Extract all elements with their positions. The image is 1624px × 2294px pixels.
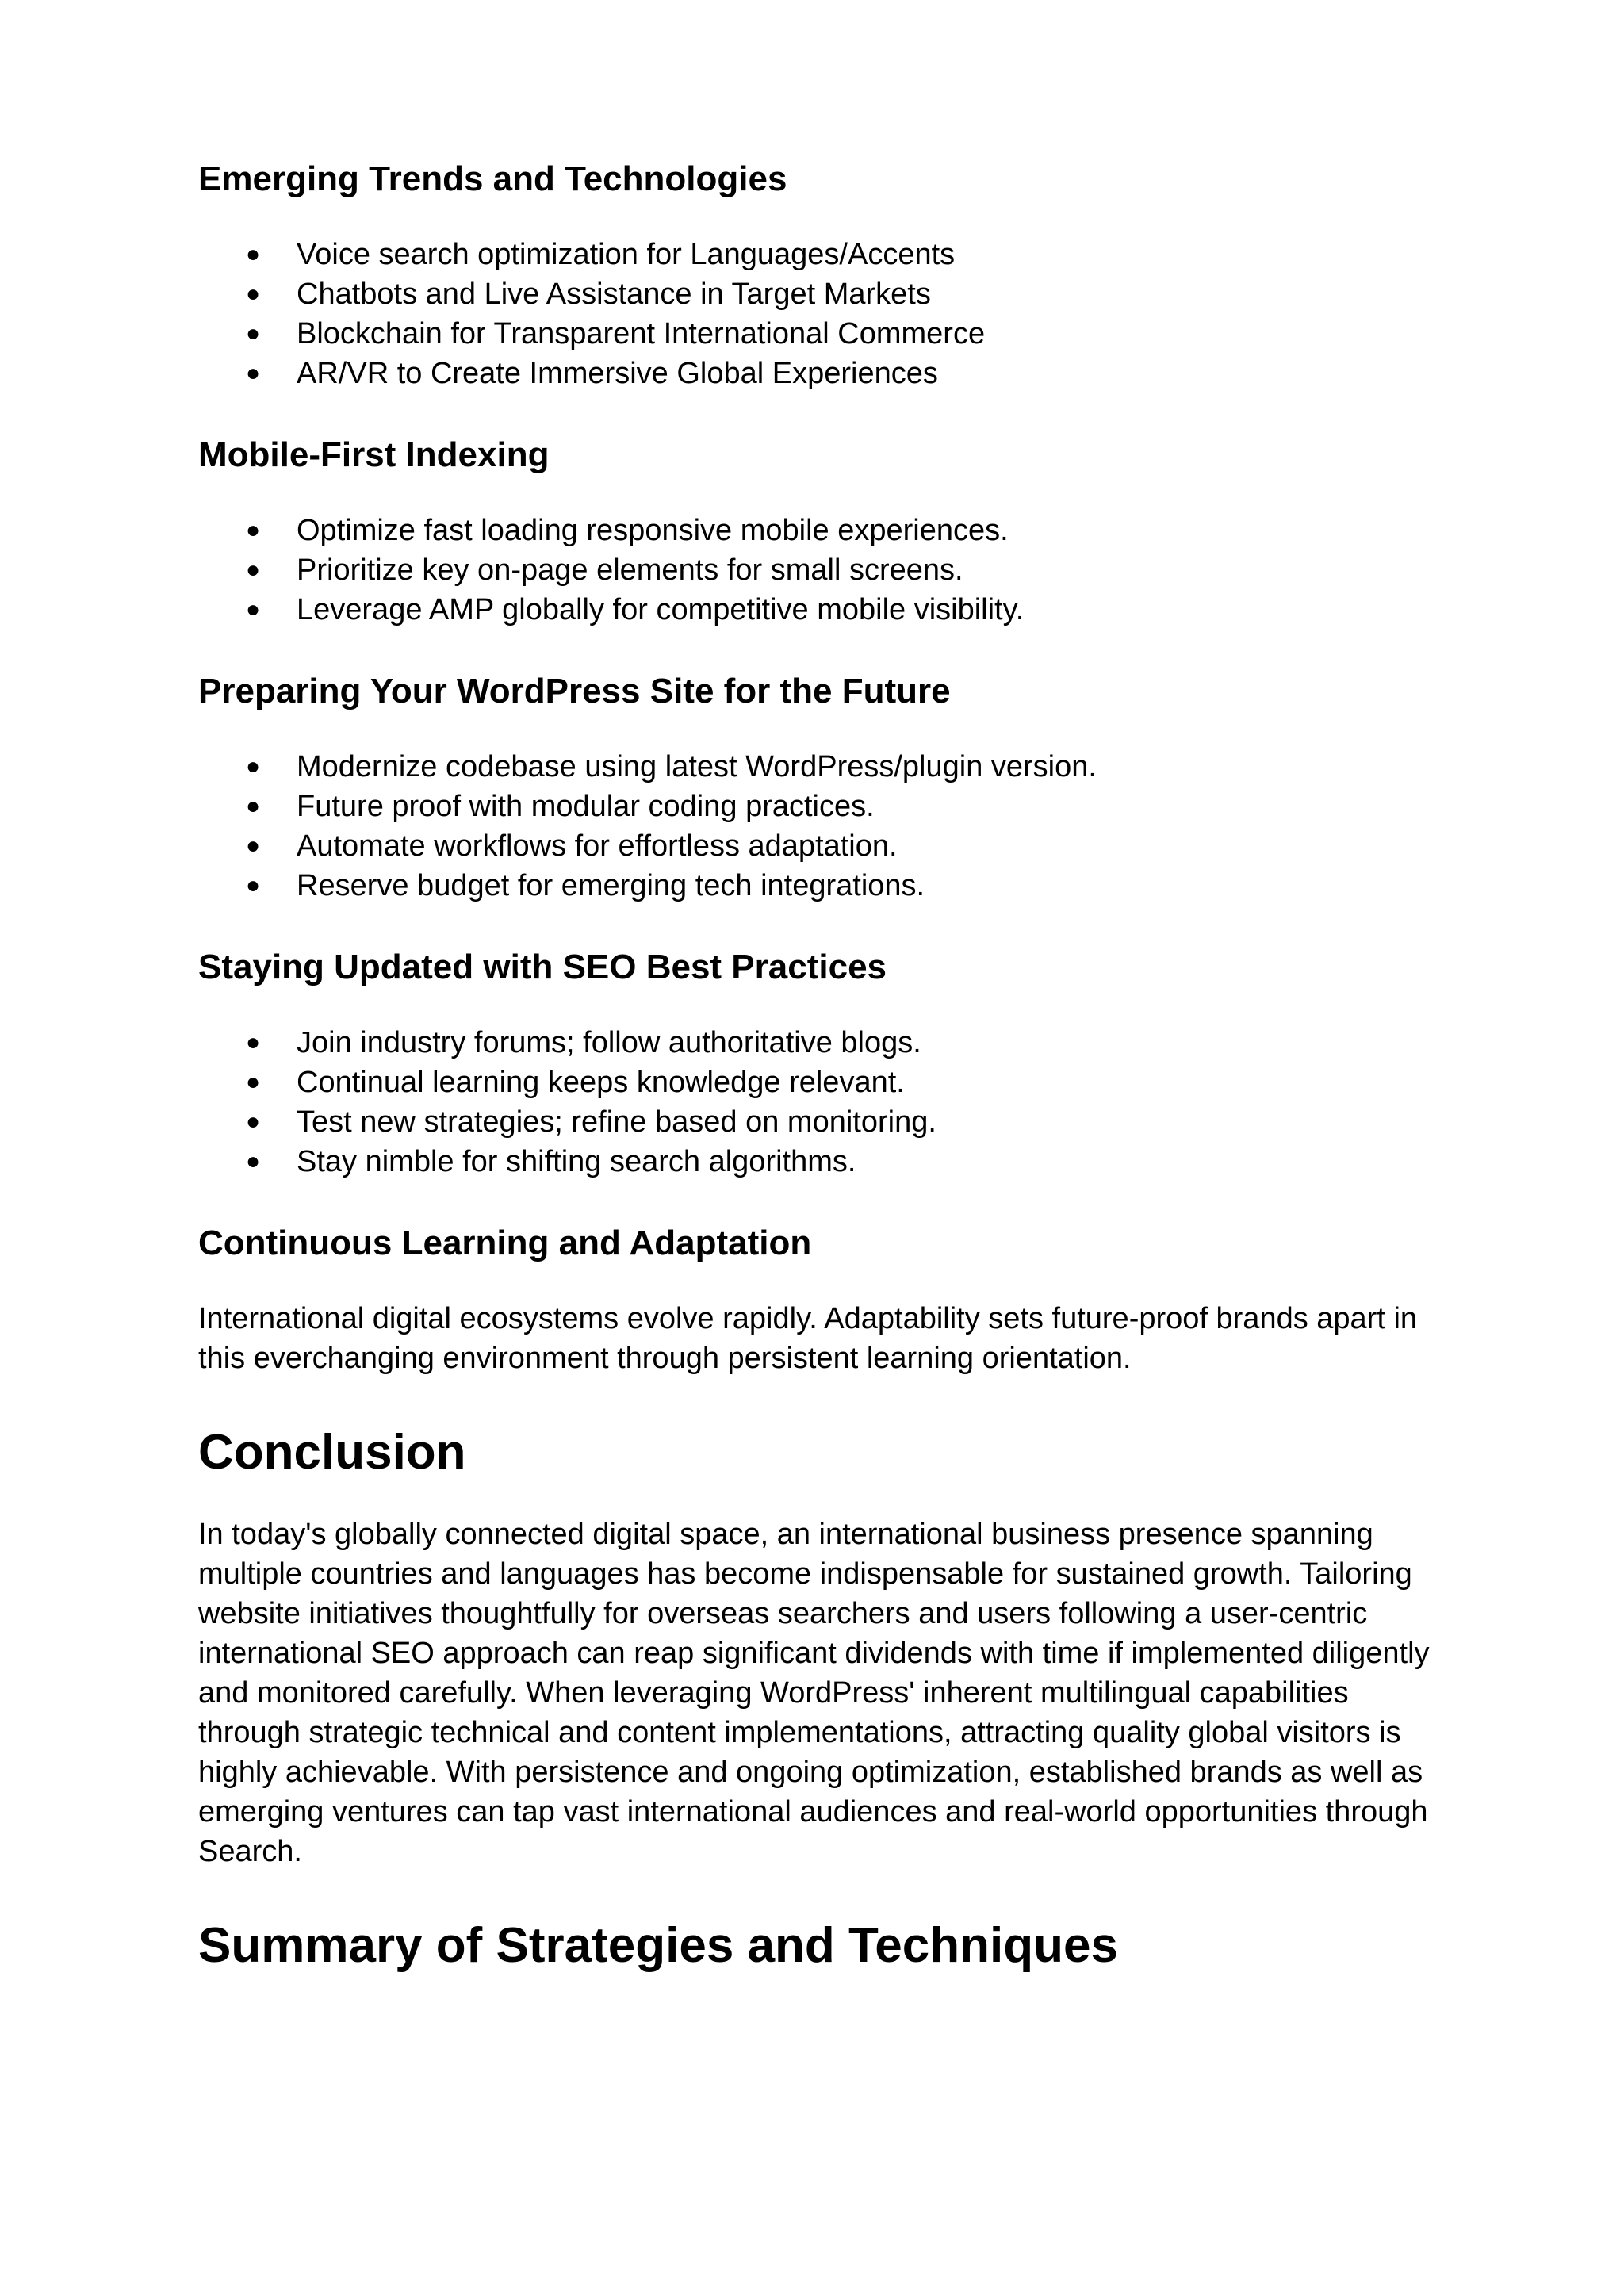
section-heading: Staying Updated with SEO Best Practices [198,948,887,986]
section-seo-best-practices [198,947,1467,1181]
list-item: ● Chatbots and Live Assistance in Target Markets [198,274,1467,314]
paragraph-line: international SEO approach can reap significant dividends with time if implemented diligently [198,1637,1430,1670]
section-heading: Emerging Trends and Technologies [198,159,787,198]
conclusion-heading: Conclusion [198,1425,466,1480]
body-paragraph [198,1299,1467,1378]
bullet-list [198,511,1467,630]
summary-heading: Summary of Strategies and Techniques [198,1918,1118,1973]
list-item: ● Voice search optimization for Languages/Accents [198,235,1467,274]
section-mobile-first [198,435,1467,630]
list-item: ● Stay nimble for shifting search algorithms. [198,1142,1467,1181]
section-conclusion [198,1424,1467,1871]
bullet-icon: ● [246,872,261,898]
bullet-list [198,747,1467,906]
bullet-icon: ● [246,320,261,347]
section-summary [198,1917,1467,1974]
section-continuous-learning [198,1223,1467,1378]
bullet-list [198,1023,1467,1181]
section-wordpress-future [198,671,1467,906]
paragraph-line: this everchanging environment through persistent learning orientation. [198,1342,1132,1375]
list-item: ● Continual learning keeps knowledge relevant. [198,1063,1467,1102]
paragraph-line: website initiatives thoughtfully for overseas searchers and users following a user-centric [198,1597,1368,1630]
paragraph-line: highly achievable. With persistence and ongoing optimization, established brands as well as [198,1756,1423,1789]
paragraph-line: Search. [198,1835,302,1868]
bullet-icon: ● [246,1029,261,1055]
bullet-icon: ● [246,241,261,267]
bullet-icon: ● [246,557,261,583]
paragraph-line: and monitored carefully. When leveraging WordPress' inherent multilingual capabilities [198,1676,1349,1710]
list-item: ● Blockchain for Transparent International Commerce [198,314,1467,354]
bullet-icon: ● [246,793,261,819]
paragraph-line: multiple countries and languages has become indispensable for sustained growth. Tailoring [198,1557,1412,1591]
list-item: ● Leverage AMP globally for competitive mobile visibility. [198,590,1467,630]
bullet-icon: ● [246,1148,261,1174]
paragraph-line: In today's globally connected digital space, an international business presence spanning [198,1518,1373,1551]
list-item: ● Future proof with modular coding practices. [198,787,1467,826]
bullet-icon: ● [246,833,261,859]
bullet-icon: ● [246,360,261,386]
list-item: ● Join industry forums; follow authoritative blogs. [198,1023,1467,1063]
list-item: ● Optimize fast loading responsive mobile experiences. [198,511,1467,550]
bullet-list [198,235,1467,393]
bullet-icon: ● [246,1109,261,1135]
bullet-icon: ● [246,281,261,307]
list-item: ● Automate workflows for effortless adaptation. [198,826,1467,866]
list-item: ● Prioritize key on-page elements for small screens. [198,550,1467,590]
paragraph-line: International digital ecosystems evolve rapidly. Adaptability sets future-proof brands apart in [198,1302,1418,1335]
document-page [198,159,1467,2008]
section-heading: Preparing Your WordPress Site for the Future [198,672,951,710]
paragraph-line: emerging ventures can tap vast international audiences and real-world opportunities through [198,1795,1428,1829]
list-item: ● AR/VR to Create Immersive Global Experiences [198,354,1467,393]
section-heading: Mobile-First Indexing [198,435,550,474]
bullet-icon: ● [246,1069,261,1095]
section-emerging-trends [198,159,1467,393]
list-item: ● Test new strategies; refine based on monitoring. [198,1102,1467,1142]
bullet-icon: ● [246,596,261,622]
bullet-icon: ● [246,517,261,543]
list-item: ● Modernize codebase using latest WordPress/plugin version. [198,747,1467,787]
section-heading: Continuous Learning and Adaptation [198,1224,812,1262]
conclusion-paragraph [198,1515,1467,1871]
list-item: ● Reserve budget for emerging tech integrations. [198,866,1467,906]
paragraph-line: through strategic technical and content implementations, attracting quality global visitors is [198,1716,1401,1749]
bullet-icon: ● [246,753,261,779]
